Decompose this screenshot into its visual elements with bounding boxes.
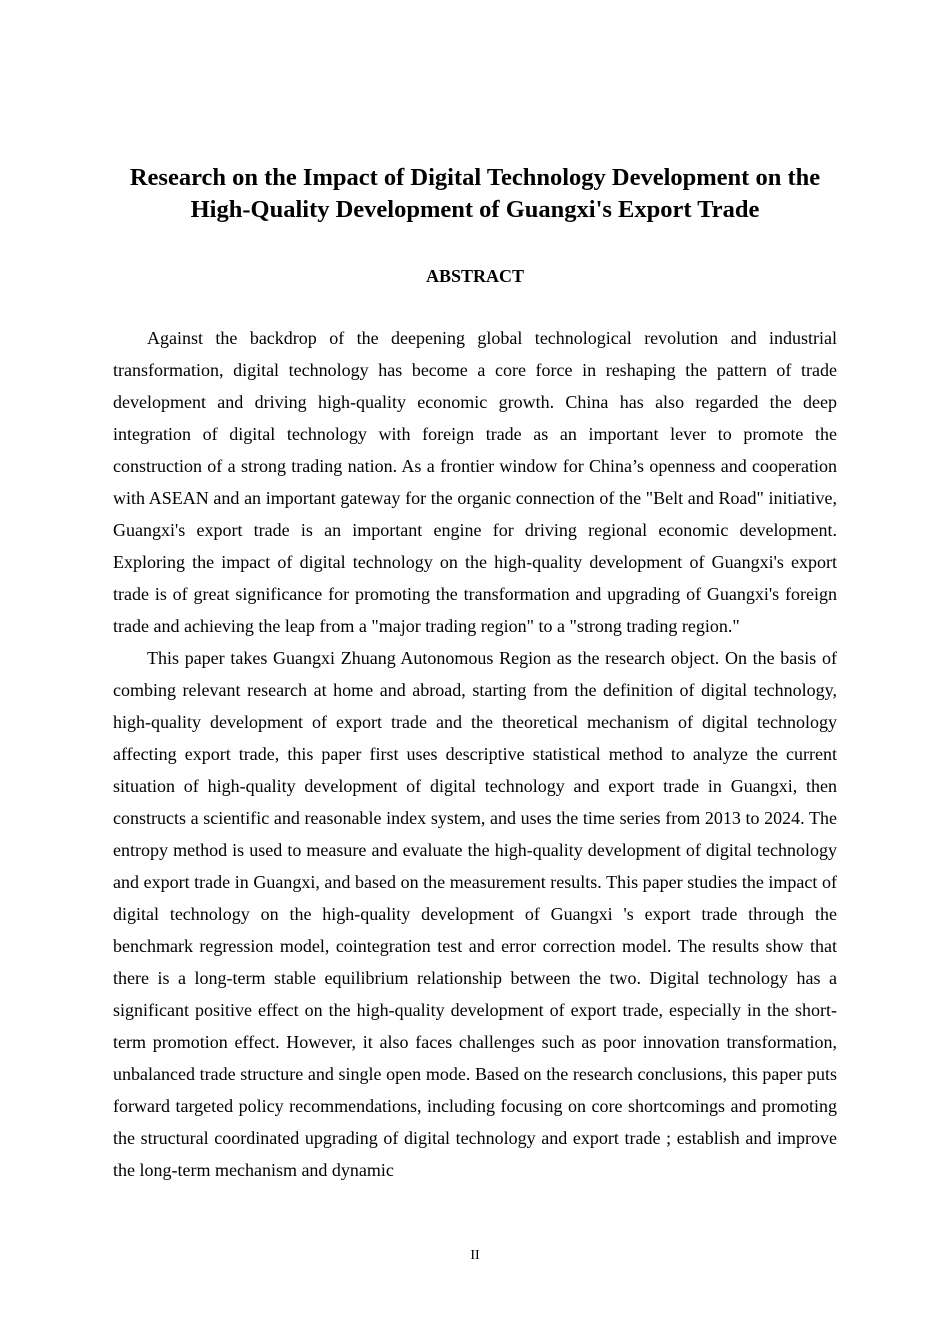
paper-title-line-1: Research on the Impact of Digital Technology Development on the [129,164,821,191]
abstract-paragraph-2: This paper takes Guangxi Zhuang Autonomous Region as the research object. On the basis of combing relevant research at home and abroad, starting from the definition of digital technology, high-quality development of export trade and the theoretical mechanism of digital technology affecting export trade, this paper first uses descriptive statistical method to analyze the current situation of high-quality development of digital technology and export trade in Guangxi, then constructs a scientific and reasonable index system, and uses the time series from 2013 to 2024. The entropy method is used to measure and evaluate the high-quality development of digital technology and export trade in Guangxi, and based on the measurement results. This paper studies the impact of digital technology on the high-quality development of Guangxi 's export trade through the benchmark regression model, cointegration test and error correction model. The results show that there is a long-term stable equilibrium relationship between the two. Digital technology has a significant positive effect on the high-quality development of export trade, especially in the short-term promotion effect. However, it also faces challenges such as poor innovation transformation, unbalanced trade structure and single open mode. Based on the research conclusions, this paper puts forward targeted policy recommendations, including focusing on core shortcomings and promoting the structural coordinated upgrading of digital technology and export trade ; establish and improve the long-term mechanism and dynamic [113,648,837,1180]
abstract-heading: ABSTRACT [425,266,525,286]
page-number: II [470,1248,480,1263]
abstract-body [113,322,837,1222]
abstract-paragraph-1: Against the backdrop of the deepening global technological revolution and industrial transformation, digital technology has become a core force in reshaping the pattern of trade development and driving high-quality economic growth. China has also regarded the deep integration of digital technology with foreign trade as an important lever to promote the construction of a strong trading nation. As a frontier window for China’s openness and cooperation with ASEAN and an important gateway for the organic connection of the "Belt and Road" initiative, Guangxi's export trade is an important engine for driving regional economic development. Exploring the impact of digital technology on the high-quality development of Guangxi's export trade is of great significance for promoting the transformation and upgrading of Guangxi's foreign trade and achieving the leap from a "major trading region" to a "strong trading region." [113,328,837,636]
paper-title-line-2: High-Quality Development of Guangxi's Export Trade [190,196,760,223]
paper-title [100,162,850,226]
